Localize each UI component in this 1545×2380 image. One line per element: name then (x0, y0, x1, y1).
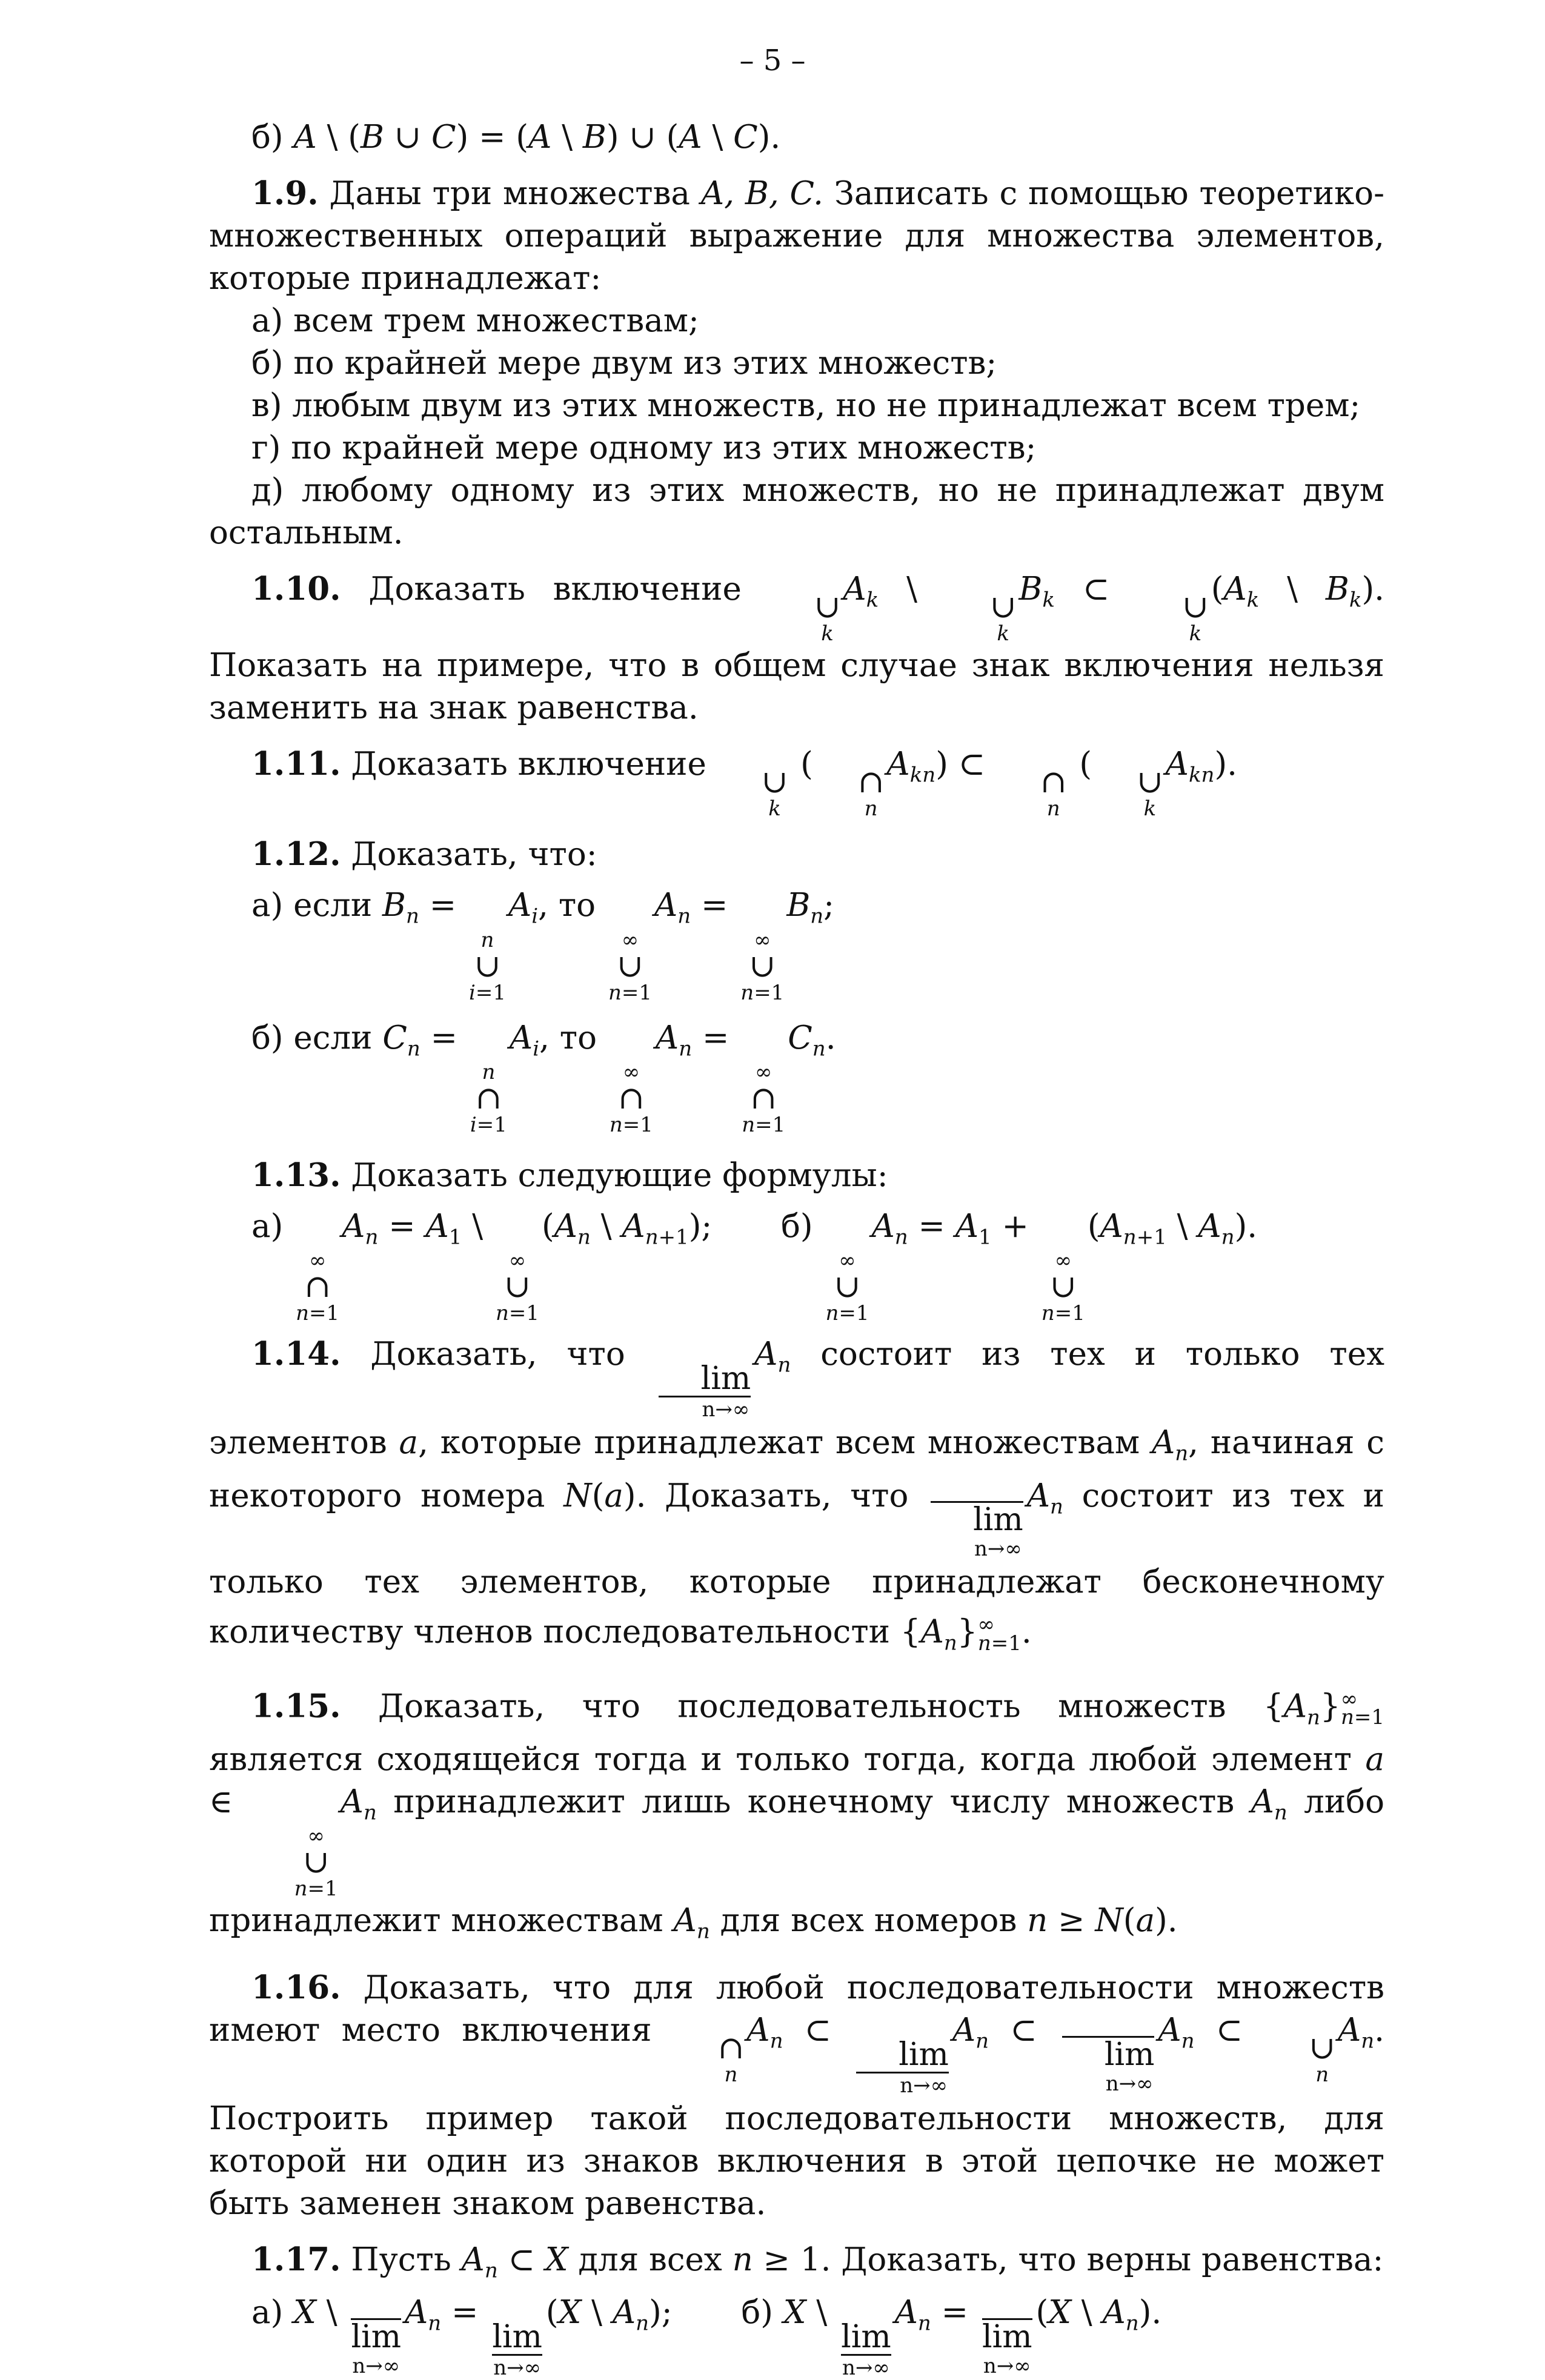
inclusion-formula: ∪ k ( ∩ n $A_{kn}$) ⊂ ∩ n ( ∪ k $A_{kn}$). (761, 746, 1237, 821)
problem-text: Доказать следующие формулы: (351, 1156, 888, 1194)
problem-1-9-d: г) по крайней мере одному из этих множеств; (251, 429, 1037, 466)
problem-text: Доказать включение (368, 571, 742, 608)
problem-number: 1.11. (251, 745, 341, 783)
problem-number: 1.12. (251, 835, 341, 873)
problem-text: Даны три множества (329, 175, 691, 212)
problem-1-9 (209, 172, 1384, 300)
problem-1-13 (209, 1154, 1384, 1197)
problem-1-12-a: а) если $B_n$ = n ∪ i=1 $A_i$, то ∞ ∪ n=1 $A_n$ = ∞ ∪ n=1 $B_n$; (251, 887, 835, 1005)
problem-1-9-e: д) любому одному из этих множеств, но не принадлежат двум остальным. (209, 472, 1384, 551)
problem-number: 1.9. (251, 174, 319, 212)
problem-1-8b: б) A \ (B ∪ C) = (A \ B) ∪ (A \ C). (251, 119, 781, 156)
problem-1-9-a: а) всем трем множествам; (251, 302, 699, 339)
problem-number: 1.17. (251, 2240, 341, 2278)
problem-number: 1.16. (251, 1968, 341, 2006)
problem-text: Доказать, что: (351, 836, 597, 873)
problem-1-9-b: б) по крайней мере двум из этих множеств; (251, 345, 997, 382)
inclusion-formula: ∪ k $A_k$ \ ∪ k $B_k$ ⊂ ∪ k ($A_k$ \ $B_k$) (814, 571, 1375, 646)
problem-1-12 (209, 833, 1384, 876)
page-number: – 5 – (739, 44, 806, 78)
problem-1-16: 1.16. Доказать, что для любой последовательности множеств имеют место включения ∩ n $A_n$ ⊂ lim n→∞ $A_n$ ⊂ lim n→∞ $A_n$ ⊂ ∪ n $A_n$. Построить пример такой последовательности множеств, для которой ни один из знаков включения в этой цепочке не может быть заменен знаком равенства. (209, 1968, 1384, 2222)
problem-1-10 (209, 568, 1384, 729)
problem-number: 1.13. (251, 1156, 341, 1194)
problem-1-13-formulas: а) ∞ ∩ n=1 $A_n = A_1$ \ ∞ ∪ n=1 ($A_n$ \ $A_{n+1}$); б) ∞ ∪ n=1 $A_n = A_1$ + ∞ ∪ n=1 ($A_{n+1}$ \ $A_n$). (251, 1207, 1258, 1326)
problem-number: 1.14. (251, 1335, 341, 1373)
problem-1-17: 1.17. Пусть $A_n$ ⊂ X для всех n ≥ 1. Доказать, что верны равенства: (251, 2240, 1384, 2283)
problem-1-14: 1.14. Доказать, что lim n→∞ $A_n$ состоит из тех и только тех элементов a, которые принадлежат всем множествам $A_n$, начиная с некоторого номера N(a). Доказать, что lim n→∞ $A_n$ состоит из тех и только тех элементов, которые принадлежат бесконечному количеству членов последовательности $\{A_n\}^\infty_{n=1}$. (209, 1335, 1384, 1656)
problem-list (209, 116, 1384, 2380)
problem-text: . Показать на примере, что в общем случае знак включения нельзя заменить на знак равенства. (209, 571, 1384, 727)
problem-text: Записать с помощью теоретико-множественных операций выражение для множества элементов, которые принадлежат: (209, 175, 1384, 297)
sets-formula: A, B, C. (700, 175, 824, 212)
problem-text: Доказать включение (351, 746, 706, 783)
item-label: б) (251, 119, 284, 156)
problem-1-9-c: в) любым двум из этих множеств, но не принадлежат всем трем; (251, 387, 1361, 424)
problem-1-15: 1.15. Доказать, что последовательность множеств $\{A_n\}^\infty_{n=1}$ является сходящейся тогда и только тогда, когда любой элемент a ∈ ∞ ∪ n=1 $A_n$ принадлежит лишь конечному числу множеств $A_n$ либо принадлежит множествам $A_n$ для всех номеров n ≥ N(a). (209, 1686, 1384, 1944)
problem-number: 1.10. (251, 570, 341, 608)
problem-1-11 (209, 743, 1384, 820)
problem-1-12-b: б) если $C_n$ = n ∩ i=1 $A_i$, то ∞ ∩ n=1 $A_n$ = ∞ ∩ n=1 $C_n$. (251, 1019, 836, 1137)
problem-1-17-formulas: а) X \ lim n→∞ $A_n$ = lim n→∞ (X \ $A_n$); б) X \ lim n→∞ $A_n$ = lim n→∞ (X \ $A_n$). (251, 2294, 1162, 2380)
problem-number: 1.15. (251, 1687, 341, 1725)
